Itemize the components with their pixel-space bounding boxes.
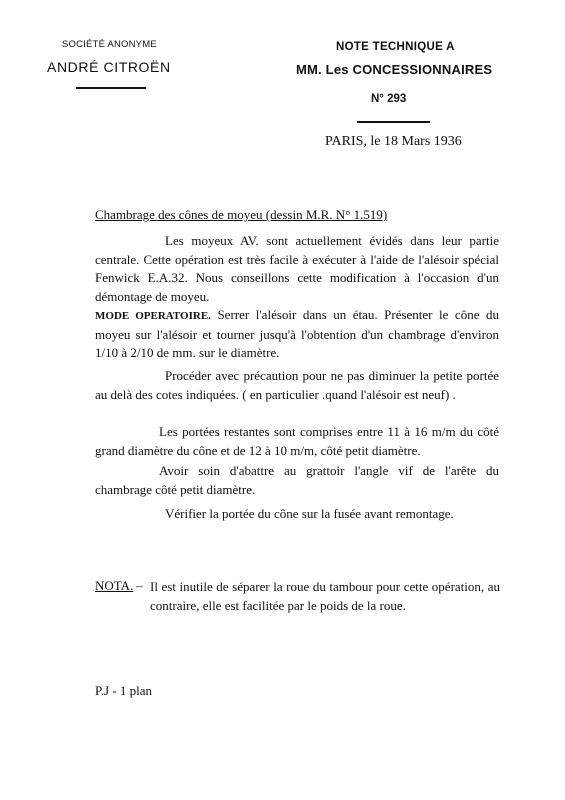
company-underline-rule <box>76 87 146 89</box>
date-line: PARIS, le 18 Mars 1936 <box>325 134 462 149</box>
paragraph-5-text: Avoir soin d'abattre au grattoir l'angle vif de l'arête du chambrage côté petit diamètre. <box>95 463 499 497</box>
paragraph-3-text: Procéder avec précaution pour ne pas diminuer la petite portée au delà des cotes indiquées. ( en particulier .quand l'alésoir est neuf) . <box>95 368 499 402</box>
paragraph-1 <box>95 232 499 306</box>
paragraph-1-text: Les moyeux AV. sont actuellement évidés dans leur partie centrale. Cette opération est très facile à exécuter à l'aide de l'alésoir spécial Fenwick E.A.32. Nous conseillons cette modification à l'occasion d'un démontage de moyeu. <box>95 233 499 304</box>
paragraph-3 <box>95 367 499 404</box>
company-name: ANDRÉ CITROËN <box>47 59 171 75</box>
paragraph-4-text: Les portées restantes sont comprises entre 11 à 16 m/m du côté grand diamètre du cône et de 12 à 10 m/m, côté petit diamètre. <box>95 424 499 458</box>
paragraph-5 <box>95 462 499 499</box>
attachment-line: P.J - 1 plan <box>95 683 153 698</box>
mode-operatoire-label: MODE OPERATOIRE. <box>95 310 211 322</box>
nota-dash: – <box>136 578 143 593</box>
subject-heading: Chambrage des cônes de moyeu (dessin M.R. N° 1.519) <box>95 207 388 222</box>
note-title: NOTE TECHNIQUE A <box>336 41 455 53</box>
note-number: N° 293 <box>371 93 407 105</box>
paragraph-4 <box>95 423 499 460</box>
paragraph-6-text: Vérifier la portée du cône sur la fusée avant remontage. <box>165 506 454 521</box>
note-number-rule <box>357 121 430 123</box>
nota-text: Il est inutile de séparer la roue du tambour pour cette opération, au contraire, elle est facilitée par le poids de la roue. <box>150 579 500 613</box>
paragraph-6 <box>95 505 499 524</box>
note-recipients: MM. Les CONCESSIONNAIRES <box>296 62 493 77</box>
company-type-label: SOCIÉTÉ ANONYME <box>62 39 157 50</box>
paragraph-2-text: Serrer l'alésoir dans un étau. Présenter le cône du moyeu sur l'alésoir et tourner jusqu'à l'obtention d'un chambrage d'environ 1/10 à 2/10 de mm. sur le diamètre. <box>95 307 499 360</box>
paragraph-2 <box>95 306 499 363</box>
nota-label: NOTA. <box>95 578 134 593</box>
